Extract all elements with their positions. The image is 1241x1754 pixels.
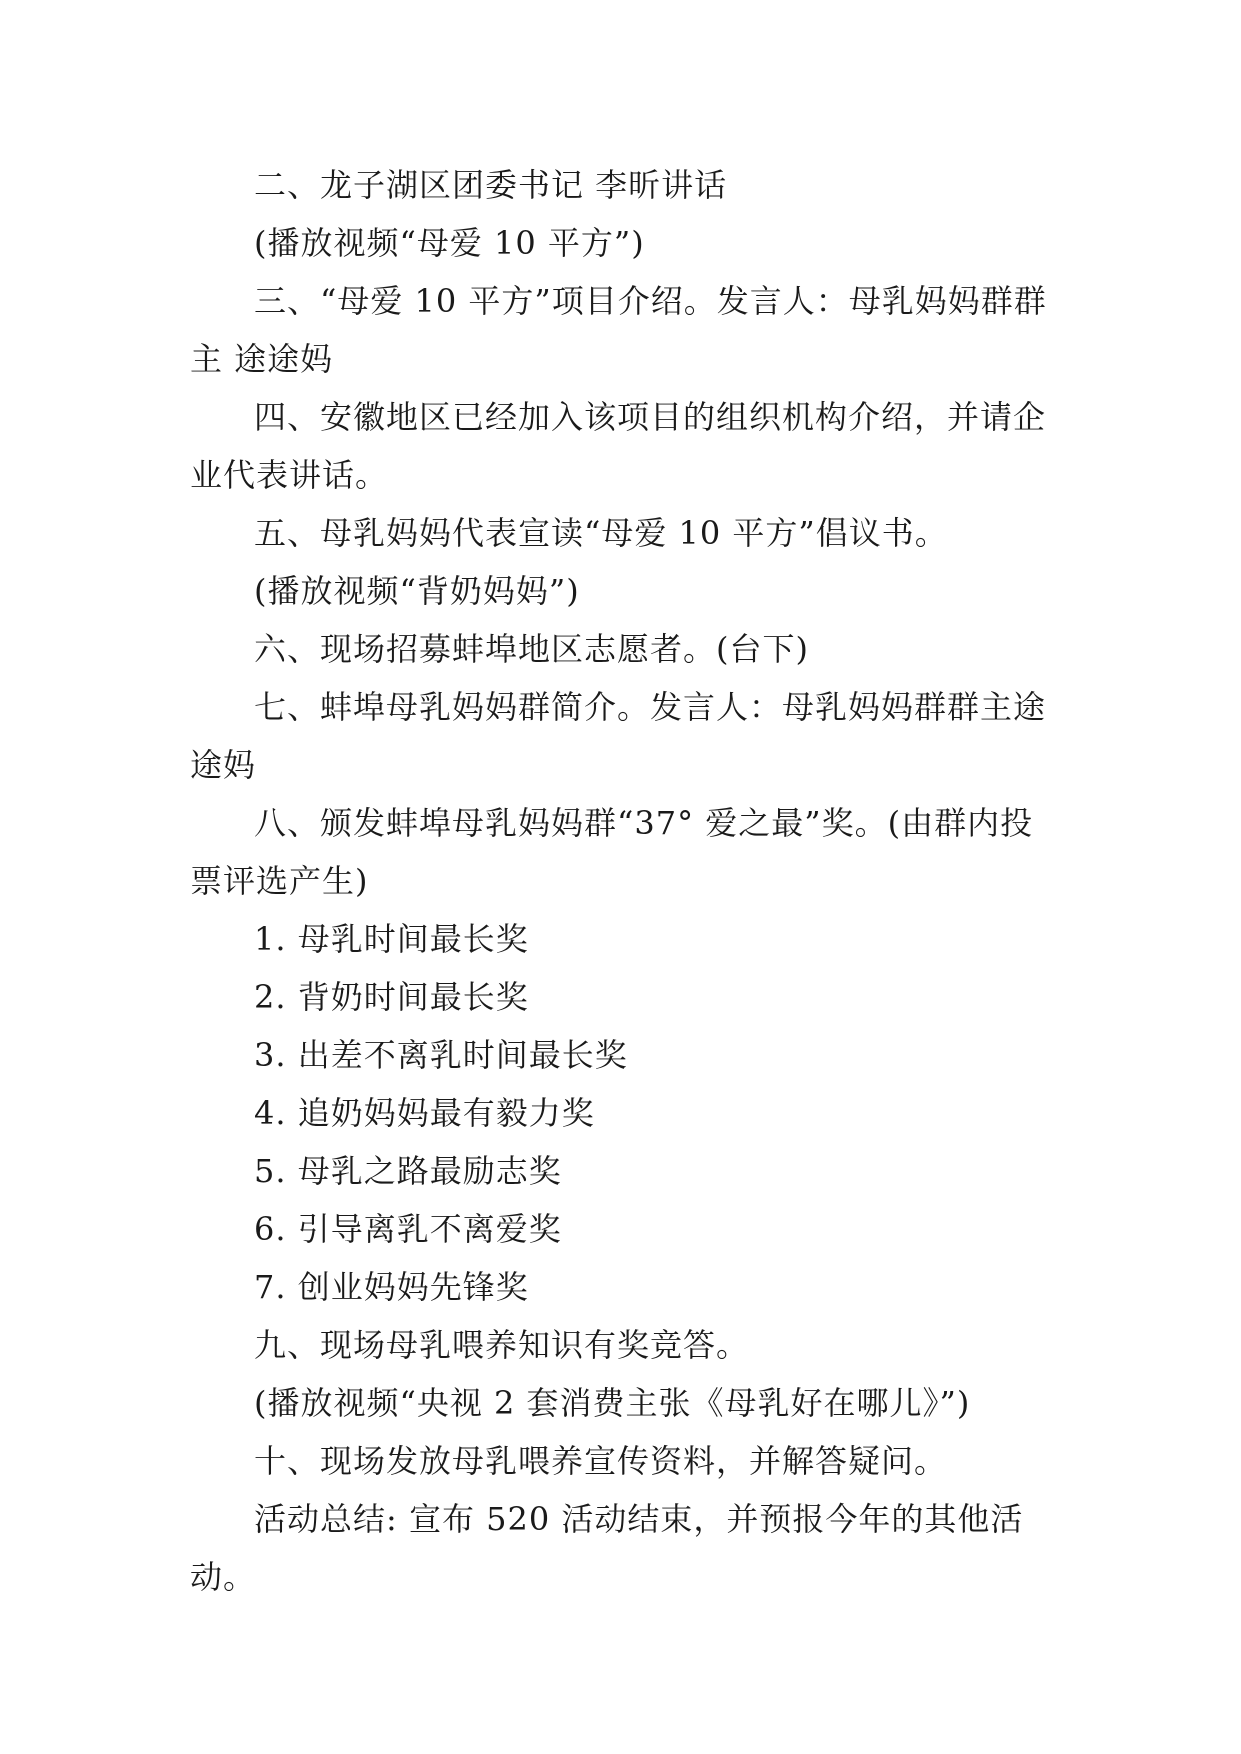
agenda-item-5: 五、母乳妈妈代表宣读“母爱 10 平方”倡议书。 bbox=[254, 514, 948, 552]
document-body bbox=[190, 156, 1050, 1606]
activity-summary: 活动总结: 宣布 520 活动结束，并预报今年的其他活动。 bbox=[190, 1500, 1024, 1596]
video-note-3: (播放视频“央视 2 套消费主张《母乳好在哪儿》”) bbox=[254, 1384, 971, 1422]
award-item-7: 7. 创业妈妈先锋奖 bbox=[254, 1268, 529, 1306]
agenda-item-2: 二、龙子湖区团委书记 李昕讲话 bbox=[254, 166, 728, 204]
award-item-5: 5. 母乳之路最励志奖 bbox=[254, 1152, 562, 1190]
award-item-2: 2. 背奶时间最长奖 bbox=[254, 978, 529, 1016]
agenda-item-8: 八、颁发蚌埠母乳妈妈群“37° 爱之最”奖。(由群内投票评选产生) bbox=[190, 804, 1034, 900]
agenda-item-6: 六、现场招募蚌埠地区志愿者。(台下) bbox=[254, 630, 809, 668]
award-item-3: 3. 出差不离乳时间最长奖 bbox=[254, 1036, 628, 1074]
award-item-6: 6. 引导离乳不离爱奖 bbox=[254, 1210, 562, 1248]
award-item-1: 1. 母乳时间最长奖 bbox=[254, 920, 529, 958]
agenda-item-10: 十、现场发放母乳喂养宣传资料，并解答疑问。 bbox=[254, 1442, 948, 1480]
agenda-item-3: 三、“母爱 10 平方”项目介绍。发言人：母乳妈妈群群主 途途妈 bbox=[190, 282, 1047, 378]
agenda-item-4: 四、安徽地区已经加入该项目的组织机构介绍，并请企业代表讲话。 bbox=[190, 398, 1047, 494]
award-item-4: 4. 追奶妈妈最有毅力奖 bbox=[254, 1094, 595, 1132]
agenda-item-9: 九、现场母乳喂养知识有奖竞答。 bbox=[254, 1326, 750, 1364]
agenda-item-7: 七、蚌埠母乳妈妈群简介。发言人：母乳妈妈群群主途途妈 bbox=[190, 688, 1047, 784]
video-note-2: (播放视频“背奶妈妈”) bbox=[254, 572, 580, 610]
video-note-1: (播放视频“母爱 10 平方”) bbox=[254, 224, 645, 262]
